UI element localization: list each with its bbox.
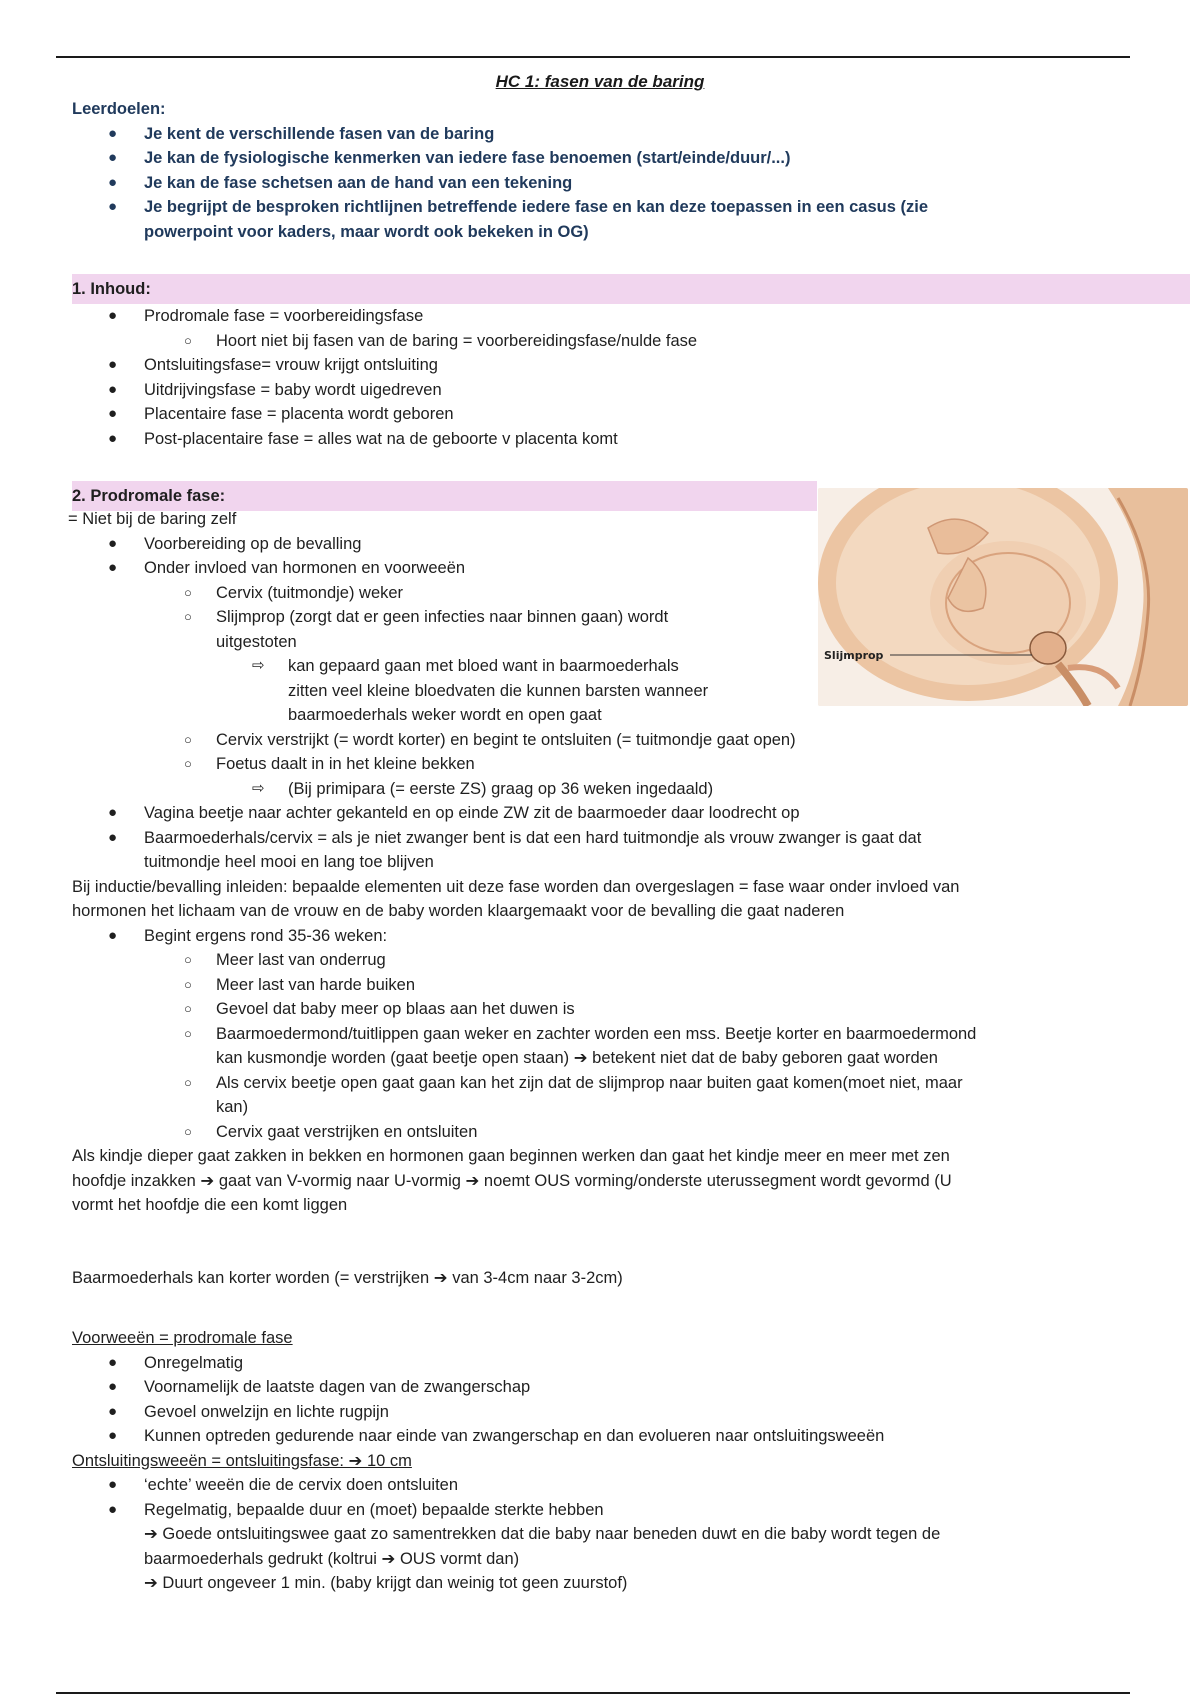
list-item-continued: baarmoederhals gedrukt (koltrui ➔ OUS vormt dan) xyxy=(144,1549,520,1568)
text-line: Bij inductie/bevalling inleiden: bepaalde elementen uit deze fase worden dan overgeslagen = fase waar onder invloed van xyxy=(72,877,960,896)
text-line: hoofdje inzakken ➔ gaat van V-vormig naar U-vormig ➔ noemt OUS vorming/onderste uterussegment wordt gevormd (U xyxy=(72,1171,952,1190)
text-line: Baarmoederhals kan korter worden (= verstrijken ➔ van 3-4cm naar 3-2cm) xyxy=(72,1268,623,1287)
section-heading: 1. Inhoud: xyxy=(72,280,151,298)
list-item-continued: tuitmondje heel mooi en lang toe blijven xyxy=(144,853,434,871)
subheading: Ontsluitingsweeën = ontsluitingsfase: ➔ 10 cm xyxy=(72,1451,412,1470)
list-item: ● Placentaire fase = placenta wordt geboren xyxy=(72,402,1132,427)
bullet-icon: ● xyxy=(108,380,118,398)
list-item: ⇨ (Bij primipara (= eerste ZS) graag op 36 weken ingedaald) xyxy=(72,777,1132,802)
circle-bullet-icon: ○ xyxy=(184,731,192,747)
list-item: ○ Cervix gaat verstrijken en ontsluiten xyxy=(72,1120,1132,1145)
bullet-icon: ● xyxy=(108,173,118,191)
list-item-continued: kan kusmondje worden (gaat beetje open staan) ➔ betekent niet dat de baby geboren gaat worden xyxy=(216,1049,938,1067)
list-item: ● Regelmatig, bepaalde duur en (moet) bepaalde sterkte hebben xyxy=(72,1498,1132,1523)
list-item: ● Voorbereiding op de bevalling xyxy=(72,532,1132,557)
circle-bullet-icon: ○ xyxy=(184,609,192,624)
bullet-icon: ● xyxy=(108,804,118,821)
list-item: ● Onder invloed van hormonen en voorweeën xyxy=(72,556,1132,581)
section-inhoud xyxy=(72,274,1132,451)
bullet-icon: ● xyxy=(108,559,118,576)
list-item: ○ Cervix (tuitmondje) weker xyxy=(72,581,1132,606)
objective-item: ● Je kan de fysiologische kenmerken van iedere fase benoemen (start/einde/duur/...) xyxy=(72,146,1132,171)
list-item: ● Baarmoederhals/cervix = als je niet zwanger bent is dat een hard tuitmondje als vrouw zwanger is gaat dat xyxy=(72,826,1132,851)
list-item-continued: kan) xyxy=(216,1098,249,1116)
bullet-icon: ● xyxy=(108,149,118,166)
list-item: ○ Hoort niet bij fasen van de baring = voorbereidingsfase/nulde fase xyxy=(72,329,1132,354)
voorweeen-block xyxy=(72,1326,1132,1596)
list-item: ○ Baarmoedermond/tuitlippen gaan weker en zachter worden een mss. Beetje korter en baarmoedermond xyxy=(72,1022,1132,1047)
list-item-continued: zitten veel kleine bloedvaten die kunnen barsten wanneer xyxy=(288,681,709,700)
circle-bullet-icon: ○ xyxy=(184,584,192,600)
circle-bullet-icon: ○ xyxy=(184,332,192,348)
bullet-icon: ● xyxy=(108,405,118,422)
list-item: ● Ontsluitingsfase= vrouw krijgt ontsluiting xyxy=(72,353,1132,378)
bullet-icon: ● xyxy=(108,198,118,215)
objective-item: ● Je kent de verschillende fasen van de baring xyxy=(72,122,1132,147)
page-title: HC 1: fasen van de baring xyxy=(495,72,705,91)
list-item-continued: baarmoederhals weker wordt en open gaat xyxy=(288,706,602,724)
text-line: hormonen het lichaam van de vrouw en de baby worden klaargemaakt voor de bevalling die gaat naderen xyxy=(72,902,845,920)
circle-bullet-icon: ○ xyxy=(184,976,192,992)
bullet-icon: ● xyxy=(108,828,118,846)
list-item: ○ Cervix verstrijkt (= wordt korter) en begint te ontsluiten (= tuitmondje gaat open) xyxy=(72,728,1132,753)
bullet-icon: ● xyxy=(108,534,118,552)
bullet-icon: ● xyxy=(108,1402,118,1420)
bullet-icon: ● xyxy=(108,1476,118,1493)
bullet-icon: ● xyxy=(108,307,118,324)
objective-item: ● Je begrijpt de besproken richtlijnen betreffende iedere fase en kan deze toepassen in een casus (zie xyxy=(72,195,1132,220)
list-item: ○ Meer last van onderrug xyxy=(72,948,1132,973)
list-item: ⇨ kan gepaard gaan met bloed want in baarmoederhals xyxy=(72,654,1132,679)
list-item: ○ Als cervix beetje open gaat gaan kan het zijn dat de slijmprop naar buiten gaat komen(moet niet, maar xyxy=(72,1071,1132,1096)
arrow-bullet-icon: ⇨ xyxy=(252,779,265,797)
list-item: ○ Foetus daalt in in het kleine bekken xyxy=(72,752,1132,777)
prodromale-body xyxy=(68,507,1132,1290)
text-line: Als kindje dieper gaat zakken in bekken en hormonen gaan beginnen werken dan gaat het kindje meer en meer met zen xyxy=(72,1147,950,1165)
list-item: ● Uitdrijvingsfase = baby wordt uigedreven xyxy=(72,378,1132,403)
list-item: ● Onregelmatig xyxy=(72,1351,1132,1376)
list-item-continued: ➔ Goede ontsluitingswee gaat zo samentrekken dat die baby naar beneden duwt en die baby wordt tegen de xyxy=(144,1525,941,1543)
bullet-icon: ● xyxy=(108,1500,118,1518)
list-item: ● ‘echte’ weeën die de cervix doen ontsluiten xyxy=(72,1473,1132,1498)
bullet-icon: ● xyxy=(108,356,118,373)
objective-item-continued: powerpoint voor kaders, maar wordt ook bekeken in OG) xyxy=(144,222,589,241)
list-item: ○ Slijmprop (zorgt dat er geen infecties naar binnen gaan) wordt xyxy=(72,605,1132,630)
list-item: ● Vagina beetje naar achter gekanteld en op einde ZW zit de baarmoeder daar loodrecht op xyxy=(72,801,1132,826)
circle-bullet-icon: ○ xyxy=(184,1025,192,1041)
list-item: ○ Meer last van harde buiken xyxy=(72,973,1132,998)
top-rule xyxy=(56,56,1130,58)
list-item: ● Voornamelijk de laatste dagen van de zwangerschap xyxy=(72,1375,1132,1400)
list-item: ● Prodromale fase = voorbereidingsfase xyxy=(72,304,1132,329)
objectives-block xyxy=(72,97,1132,244)
bottom-rule xyxy=(56,1692,1130,1694)
circle-bullet-icon: ○ xyxy=(184,756,192,771)
objective-item: ● Je kan de fase schetsen aan de hand van een tekening xyxy=(72,171,1132,196)
bullet-icon: ● xyxy=(108,124,118,142)
circle-bullet-icon: ○ xyxy=(184,952,192,967)
figure-label-slijmprop: Slijmprop xyxy=(824,649,884,662)
list-item-continued: uitgestoten xyxy=(216,632,297,651)
circle-bullet-icon: ○ xyxy=(184,1001,192,1016)
list-item: ● Gevoel onwelzijn en lichte rugpijn xyxy=(72,1400,1132,1425)
objectives-heading: Leerdoelen: xyxy=(72,100,166,118)
list-item: ● Kunnen optreden gedurende naar einde van zwangerschap en dan evolueren naar ontsluitingsweeën xyxy=(72,1424,1132,1449)
circle-bullet-icon: ○ xyxy=(184,1123,192,1139)
bullet-icon: ● xyxy=(108,1427,118,1444)
list-item: ● Post-placentaire fase = alles wat na de geboorte v placenta komt xyxy=(72,427,1132,452)
section-heading: 2. Prodromale fase: xyxy=(72,487,226,505)
arrow-bullet-icon: ⇨ xyxy=(252,657,265,674)
list-item-continued: ➔ Duurt ongeveer 1 min. (baby krijgt dan weinig tot geen zuurstof) xyxy=(144,1574,628,1592)
list-item: ○ Gevoel dat baby meer op blaas aan het duwen is xyxy=(72,997,1132,1022)
text-line: = Niet bij de baring zelf xyxy=(68,510,237,528)
bullet-icon: ● xyxy=(108,1378,118,1395)
bullet-icon: ● xyxy=(108,926,118,944)
bullet-icon: ● xyxy=(108,1353,118,1371)
circle-bullet-icon: ○ xyxy=(184,1074,192,1090)
subheading: Voorweeën = prodromale fase xyxy=(72,1329,293,1347)
text-line: vormt het hoofdje die een komt liggen xyxy=(72,1196,348,1214)
bullet-icon: ● xyxy=(108,429,118,447)
list-item: ● Begint ergens rond 35-36 weken: xyxy=(72,924,1132,949)
